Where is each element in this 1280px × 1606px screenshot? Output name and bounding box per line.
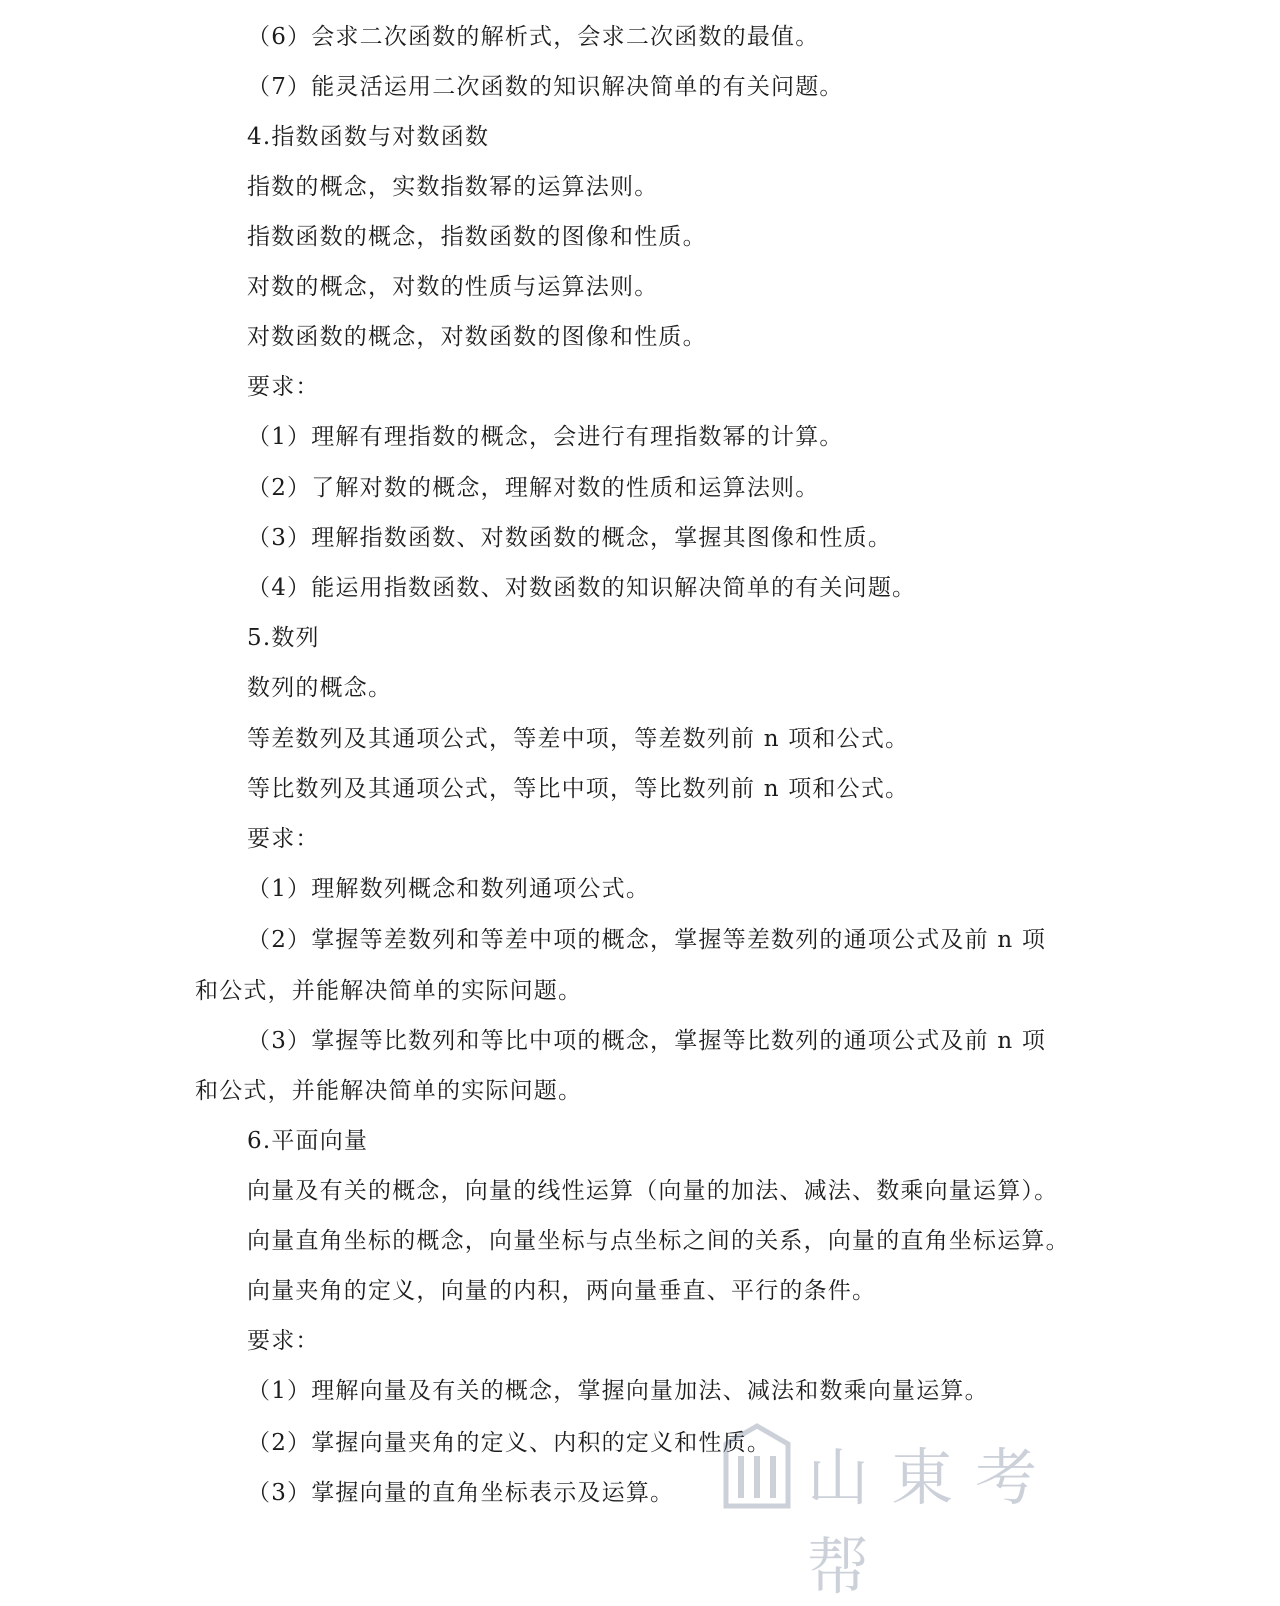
text-line: （2）了解对数的概念，理解对数的性质和运算法则。	[247, 475, 820, 501]
text-line: （6）会求二次函数的解析式，会求二次函数的最值。	[247, 24, 820, 50]
section-heading: 4.指数函数与对数函数	[247, 124, 490, 150]
text-line: （1）理解向量及有关的概念，掌握向量加法、减法和数乘向量运算。	[247, 1378, 989, 1404]
text-line: （1）理解数列概念和数列通项公式。	[247, 876, 651, 902]
text-line: （7）能灵活运用二次函数的知识解决简单的有关问题。	[247, 74, 844, 100]
requirements-label: 要求：	[247, 1328, 320, 1354]
logo-icon	[722, 1422, 792, 1512]
text-line: 和公式，并能解决简单的实际问题。	[195, 1078, 583, 1104]
text-line: 数列的概念。	[247, 675, 393, 701]
text-line: 向量夹角的定义，向量的内积，两向量垂直、平行的条件。	[247, 1278, 877, 1304]
text-line: 对数函数的概念，对数函数的图像和性质。	[247, 324, 707, 350]
text-line: 对数的概念，对数的性质与运算法则。	[247, 274, 659, 300]
text-line: （3）掌握向量的直角坐标表示及运算。	[247, 1480, 675, 1506]
text-line: 等比数列及其通项公式，等比中项，等比数列前 n 项和公式。	[247, 776, 910, 802]
text-line: （3）掌握等比数列和等比中项的概念，掌握等比数列的通项公式及前 n 项	[247, 1028, 1047, 1054]
text-line: 向量及有关的概念，向量的线性运算（向量的加法、减法、数乘向量运算）。	[247, 1178, 1059, 1204]
watermark-text: 山東考帮	[807, 1441, 1060, 1603]
watermark	[722, 1418, 1102, 1603]
text-line: 和公式，并能解决简单的实际问题。	[195, 978, 583, 1004]
section-heading: 6.平面向量	[247, 1128, 369, 1154]
text-line: 向量直角坐标的概念，向量坐标与点坐标之间的关系，向量的直角坐标运算。	[247, 1228, 1070, 1254]
requirements-label: 要求：	[247, 374, 320, 400]
text-line: 指数函数的概念，指数函数的图像和性质。	[247, 224, 707, 250]
text-line: 等差数列及其通项公式，等差中项，等差数列前 n 项和公式。	[247, 726, 910, 752]
text-line: （1）理解有理指数的概念，会进行有理指数幂的计算。	[247, 424, 844, 450]
text-line: （2）掌握等差数列和等差中项的概念，掌握等差数列的通项公式及前 n 项	[247, 927, 1047, 953]
text-line: （4）能运用指数函数、对数函数的知识解决简单的有关问题。	[247, 575, 917, 601]
text-line: （3）理解指数函数、对数函数的概念，掌握其图像和性质。	[247, 525, 893, 551]
requirements-label: 要求：	[247, 826, 320, 852]
section-heading: 5.数列	[247, 625, 320, 651]
text-line: （2）掌握向量夹角的定义、内积的定义和性质。	[247, 1430, 772, 1456]
text-line: 指数的概念，实数指数幂的运算法则。	[247, 174, 659, 200]
